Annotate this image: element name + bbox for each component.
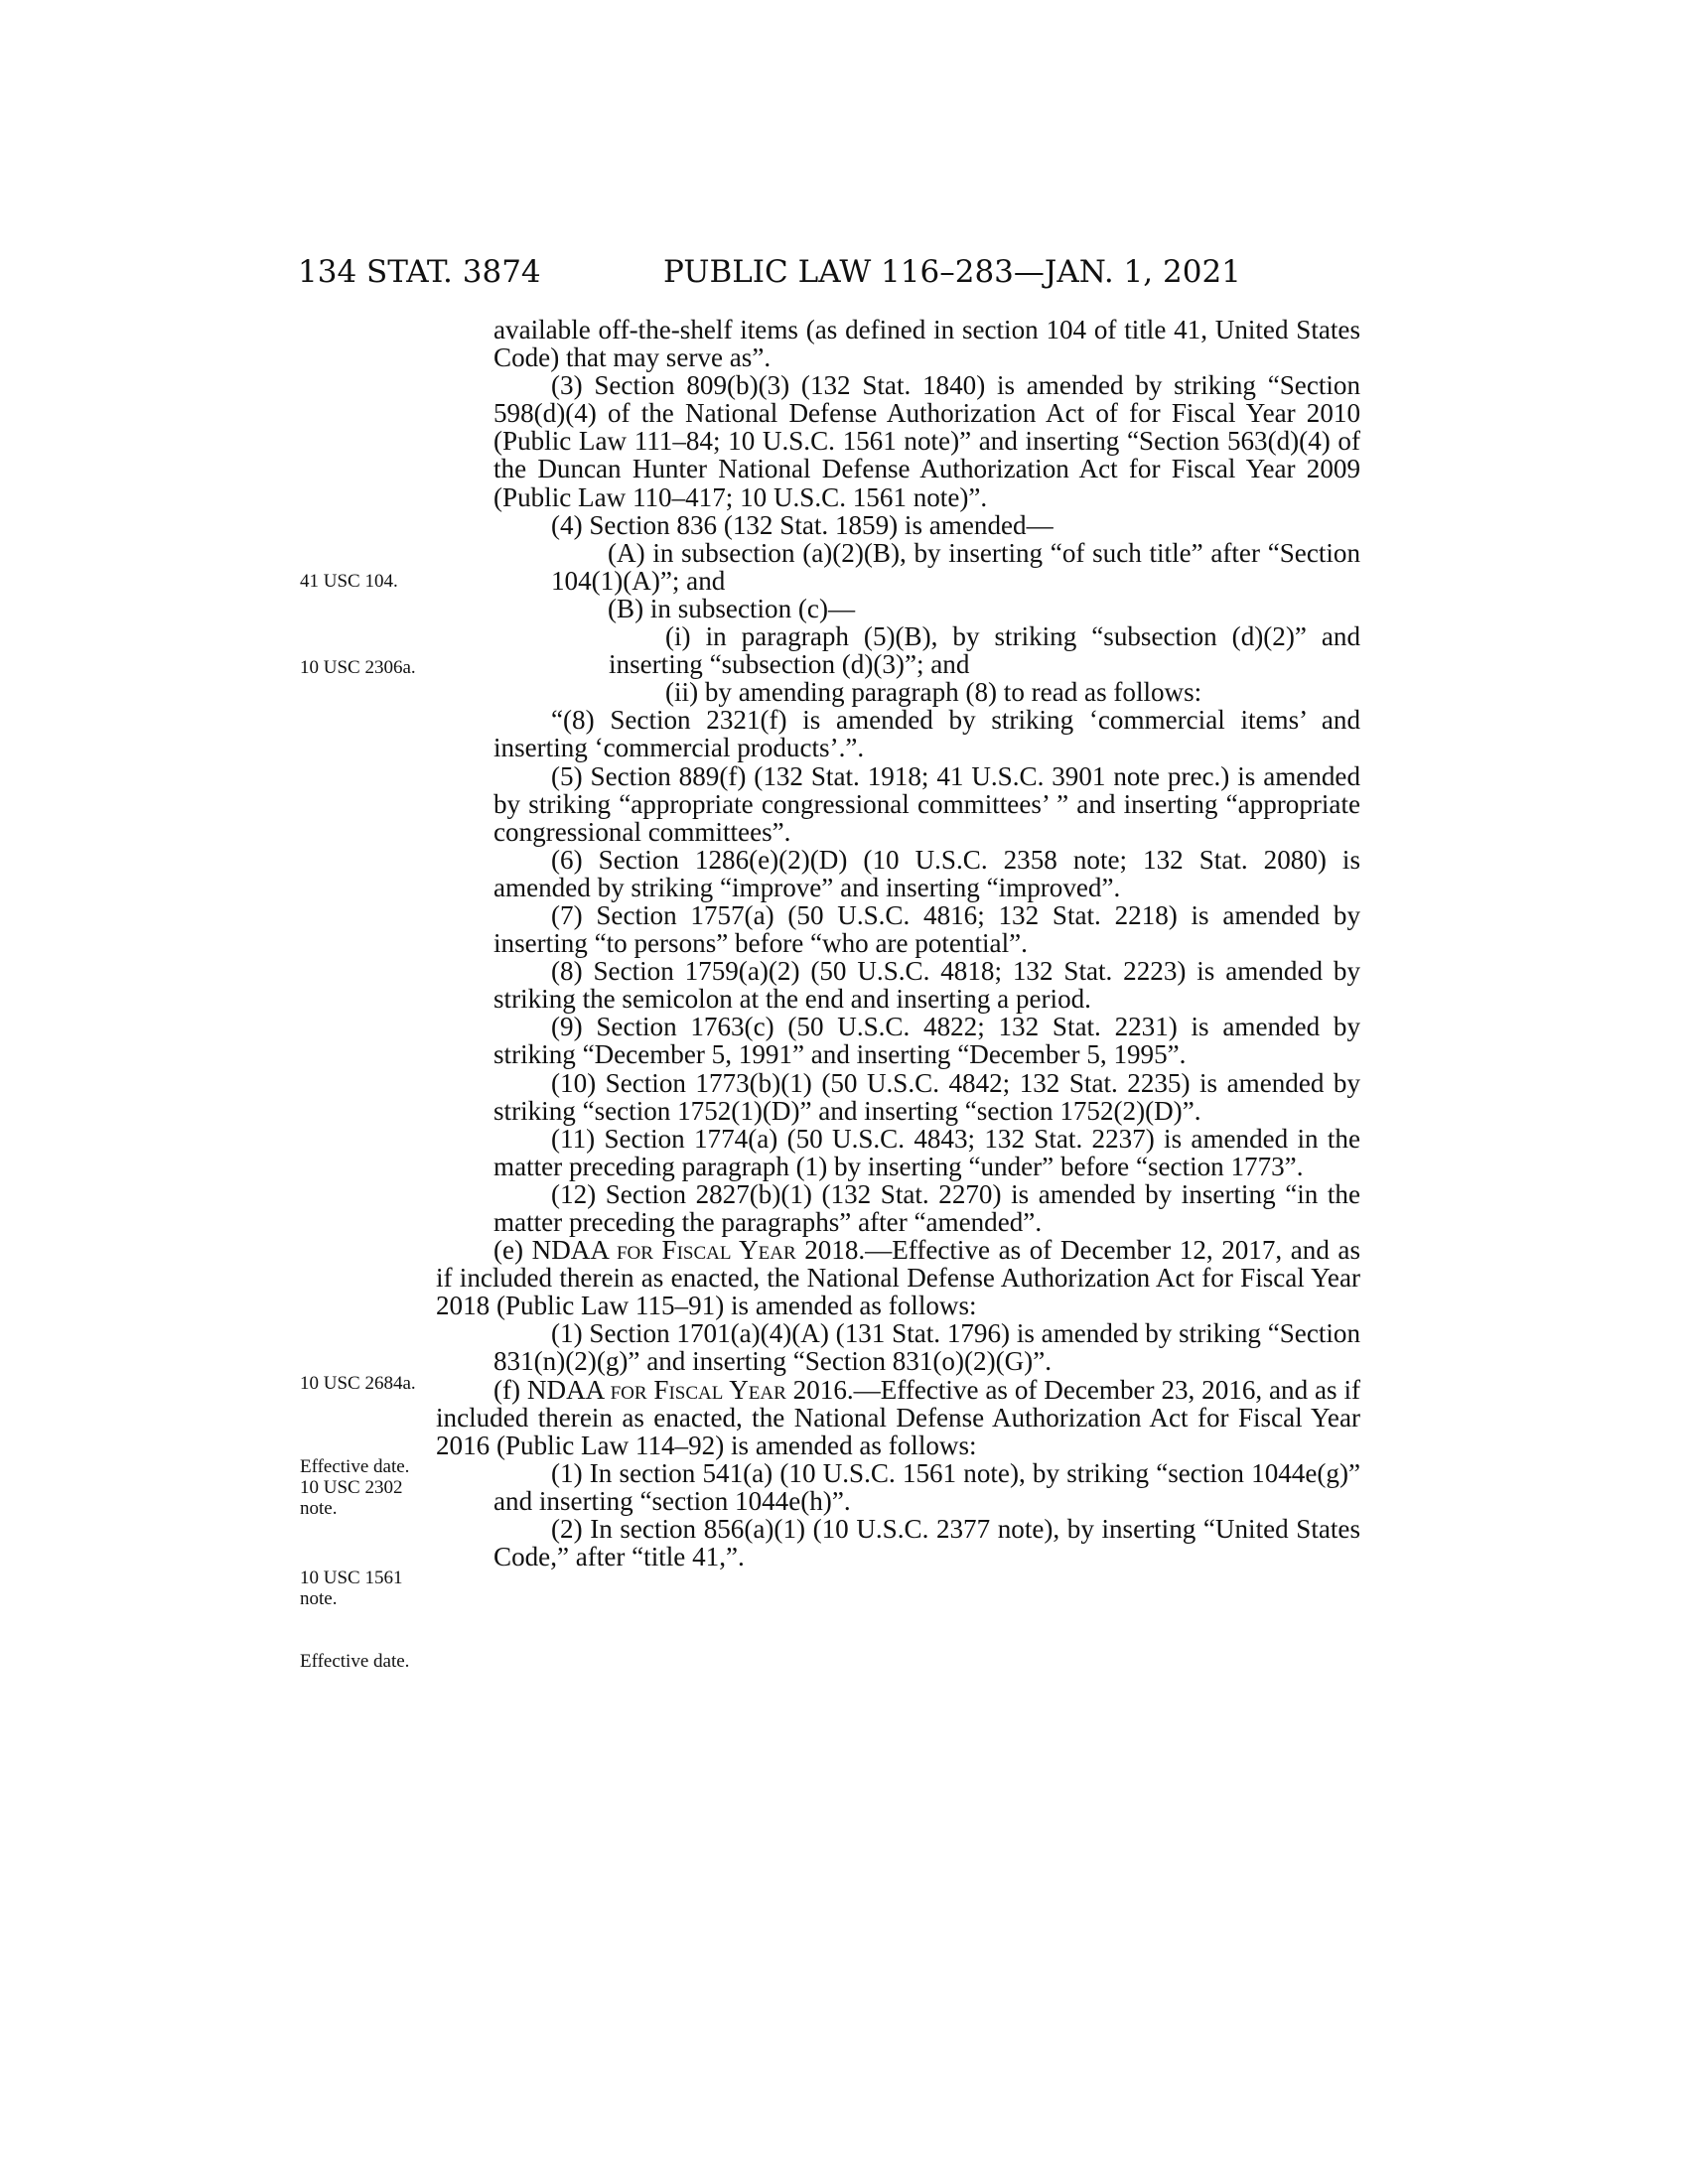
margin-note-line: 41 USC 104. [300,571,398,592]
subsection-lead: (f) NDAA [493,1374,611,1405]
subsection-f [436,1376,1360,1459]
paragraph: available off-the-shelf items (as defined in section 104 of title 41, United States Code) that may serve as”. [493,315,1360,373]
paragraph: (1) Section 1701(a)(4)(A) (131 Stat. 1796) is amended by striking “Section 831(n)(2)(g)” and inserting “Section 831(o)(2)(G)”. [493,1318,1360,1377]
margin-note [300,571,449,592]
subsection-text: 2018.—Effective as of December 12, 2017, and as if included therein as enacted, the National Defense Authorization Act for Fiscal Year 2018 (Public Law 115–91) is amended as follows: [436,1235,1361,1321]
subsection-lead: (e) NDAA [493,1235,617,1266]
margin-note [300,1568,449,1609]
paragraph: (11) Section 1774(a) (50 U.S.C. 4843; 132 Stat. 2237) is amended in the matter preceding paragraph (1) by inserting “under” before “section 1773”. [493,1123,1360,1181]
subsection-heading: for Fiscal Year [616,1235,796,1266]
paragraph: (10) Section 1773(b)(1) (50 U.S.C. 4842; 132 Stat. 2235) is amended by striking “section 1752(1)(D)” and inserting “section 1752(2)(D)”. [493,1067,1360,1126]
subsection-heading: for Fiscal Year [610,1374,786,1405]
paragraph: (9) Section 1763(c) (50 U.S.C. 4822; 132 Stat. 2231) is amended by striking “December 5, 1991” and inserting “December 5, 1995”. [493,1012,1360,1070]
paragraph: (7) Section 1757(a) (50 U.S.C. 4816; 132 Stat. 2218) is amended by inserting “to persons” before “who are potential”. [493,899,1360,959]
paragraph: (8) Section 1759(a)(2) (50 U.S.C. 4818; 132 Stat. 2223) is amended by striking the semicolon at the end and inserting a period. [493,956,1360,1015]
subparagraph: (A) in subsection (a)(2)(B), by inserting “of such title” after “Section 104(1)(A)”; and [551,537,1360,596]
quoted-paragraph: “(8) Section 2321(f) is amended by striking ‘commercial items’ and inserting ‘commercial products’.”. [493,705,1360,763]
margin-note-line: 10 USC 2302 [300,1477,403,1498]
paragraph: (6) Section 1286(e)(2)(D) (10 U.S.C. 2358 note; 132 Stat. 2080) is amended by striking “improve” and inserting “improved”. [493,844,1360,902]
paragraph: (4) Section 836 (132 Stat. 1859) is amended— [551,509,1054,540]
page-header [298,254,1370,288]
clause: (i) in paragraph (5)(B), by striking “subsection (d)(2)” and inserting “subsection (d)(3)”; and [609,621,1360,680]
page-title: PUBLIC LAW 116–283—JAN. 1, 2021 [663,254,1241,290]
margin-note [300,1373,449,1394]
margin-note [300,1456,449,1519]
stat-reference: 134 STAT. 3874 [298,254,541,290]
margin-note-line: note. [300,1588,338,1609]
paragraph: (1) In section 541(a) (10 U.S.C. 1561 note), by striking “section 1044e(g)” and inserting “section 1044e(h)”. [493,1457,1360,1516]
paragraph: (12) Section 2827(b)(1) (132 Stat. 2270) is amended by inserting “in the matter preceding the paragraphs” after “amended”. [493,1178,1360,1237]
margin-note-line: Effective date. [300,1456,410,1477]
subsection-text: 2016.—Effective as of December 23, 2016, and as if included therein as enacted, the National Defense Authorization Act for Fiscal Year 2016 (Public Law 114–92) is amended as follows: [436,1374,1360,1460]
margin-note-line: note. [300,1498,338,1519]
margin-note-line: Effective date. [300,1651,410,1672]
margin-note-line: 10 USC 1561 [300,1568,403,1588]
clause: (ii) by amending paragraph (8) to read as follows: [665,677,1202,708]
margin-note [300,657,449,678]
subsection-e [436,1236,1360,1319]
margin-note-line: 10 USC 2306a. [300,657,416,678]
paragraph: (3) Section 809(b)(3) (132 Stat. 1840) is amended by striking “Section 598(d)(4) of the National Defense Authorization Act of for Fiscal Year 2010 (Public Law 111–84; 10 U.S.C. 1561 note)” and inserting “Section 563(d)(4) of the Duncan Hunter National Defense Authorization Act for Fiscal Year 2009 (Public Law 110–417; 10 U.S.C. 1561 note)”. [493,370,1360,512]
paragraph: (5) Section 889(f) (132 Stat. 1918; 41 U.S.C. 3901 note prec.) is amended by striking “appropriate congressional committees’ ” and inserting “appropriate congressional committees”. [493,760,1360,847]
paragraph: (2) In section 856(a)(1) (10 U.S.C. 2377 note), by inserting “United States Code,” after “title 41,”. [493,1514,1360,1572]
subparagraph: (B) in subsection (c)— [608,593,856,623]
margin-note [300,1651,449,1672]
statute-text [436,315,1361,1572]
margin-note-line: 10 USC 2684a. [300,1373,416,1394]
